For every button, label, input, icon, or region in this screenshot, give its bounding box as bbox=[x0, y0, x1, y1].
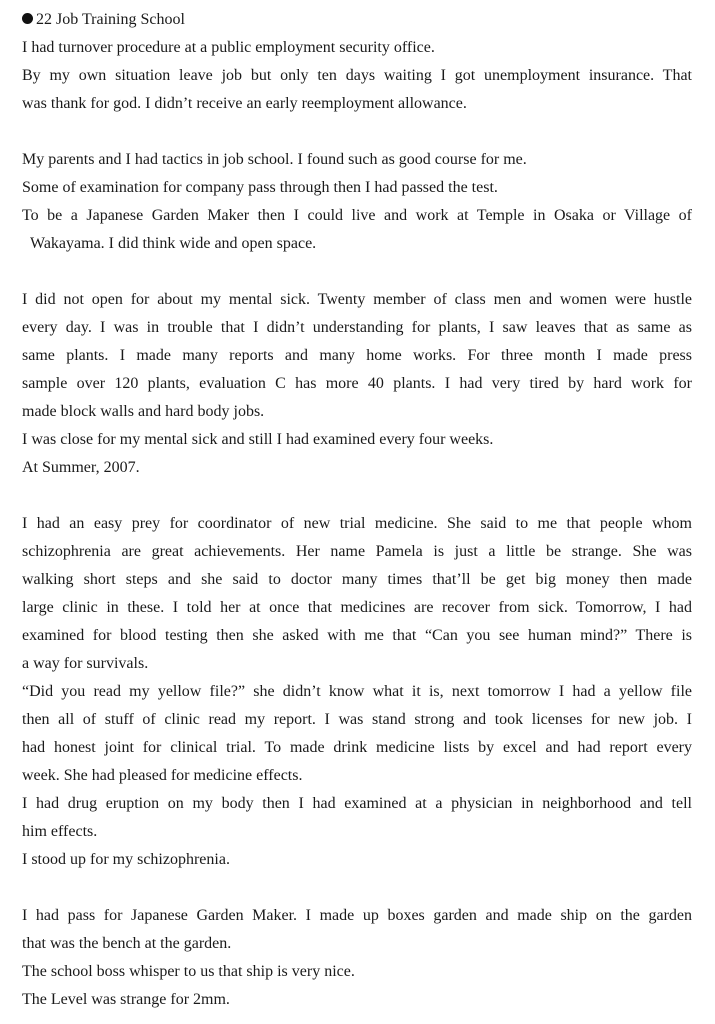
paragraph-gap bbox=[22, 258, 692, 286]
text-line: week. She had pleased for medicine effects. bbox=[22, 767, 303, 784]
text-line: I did not open for about my mental sick. Twenty member of class men and women were hustle bbox=[22, 291, 692, 308]
text-line: schizophrenia are great achievements. Her name Pamela is just a little be strange. She was bbox=[22, 543, 692, 560]
text-line: large clinic in these. I told her at once that medicines are recover from sick. Tomorrow, I had bbox=[22, 599, 692, 616]
text-line: Some of examination for company pass through then I had passed the test. bbox=[22, 179, 498, 196]
text-line: examined for blood testing then she asked with me that “Can you see human mind?” There is bbox=[22, 627, 692, 644]
text-line: My parents and I had tactics in job school. I found such as good course for me. bbox=[22, 151, 527, 168]
text-line: “Did you read my yellow file?” she didn’t know what it is, next tomorrow I had a yellow file bbox=[22, 683, 692, 700]
document-page bbox=[22, 6, 692, 1014]
text-line: same plants. I made many reports and many home works. For three month I made press bbox=[22, 347, 692, 364]
paragraph-gap bbox=[22, 874, 692, 902]
paragraph bbox=[22, 146, 692, 258]
paragraph bbox=[22, 510, 692, 874]
text-line: I had an easy prey for coordinator of new trial medicine. She said to me that people whom bbox=[22, 515, 692, 532]
text-line: To be a Japanese Garden Maker then I could live and work at Temple in Osaka or Village of bbox=[22, 207, 692, 224]
paragraph bbox=[22, 34, 692, 118]
text-line: I was close for my mental sick and still I had examined every four weeks. bbox=[22, 431, 494, 448]
text-line: By my own situation leave job but only ten days waiting I got unemployment insurance. That bbox=[22, 67, 692, 84]
text-line: I had drug eruption on my body then I had examined at a physician in neighborhood and tell bbox=[22, 795, 692, 812]
text-line: was thank for god. I didn’t receive an early reemployment allowance. bbox=[22, 95, 467, 112]
paragraph bbox=[22, 902, 692, 1014]
text-line: made block walls and hard body jobs. bbox=[22, 403, 265, 420]
text-line: I had turnover procedure at a public employment security office. bbox=[22, 39, 435, 56]
section-heading bbox=[22, 6, 692, 34]
text-line: At Summer, 2007. bbox=[22, 459, 140, 476]
section-title: Job Training School bbox=[56, 11, 185, 28]
paragraph-gap bbox=[22, 118, 692, 146]
paragraph bbox=[22, 286, 692, 482]
text-line: walking short steps and she said to doctor many times that’ll be get big money then made bbox=[22, 571, 692, 588]
text-line: I stood up for my schizophrenia. bbox=[22, 851, 230, 868]
paragraph-gap bbox=[22, 482, 692, 510]
text-line: had honest joint for clinical trial. To made drink medicine lists by excel and had report every bbox=[22, 739, 692, 756]
text-line: The school boss whisper to us that ship is very nice. bbox=[22, 963, 355, 980]
text-line: that was the bench at the garden. bbox=[22, 935, 232, 952]
text-line: a way for survivals. bbox=[22, 655, 149, 672]
section-number: 22 bbox=[36, 11, 52, 28]
text-line: The Level was strange for 2mm. bbox=[22, 991, 230, 1008]
text-line: then all of stuff of clinic read my report. I was stand strong and took licenses for new job. I bbox=[22, 711, 692, 728]
text-line: sample over 120 plants, evaluation C has more 40 plants. I had very tired by hard work for bbox=[22, 375, 692, 392]
text-line: him effects. bbox=[22, 823, 98, 840]
text-line: I had pass for Japanese Garden Maker. I made up boxes garden and made ship on the garden bbox=[22, 907, 692, 924]
text-line: Wakayama. I did think wide and open space. bbox=[30, 235, 317, 252]
text-line: every day. I was in trouble that I didn’t understanding for plants, I saw leaves that as same as bbox=[22, 319, 692, 336]
bullet-icon bbox=[22, 13, 33, 24]
